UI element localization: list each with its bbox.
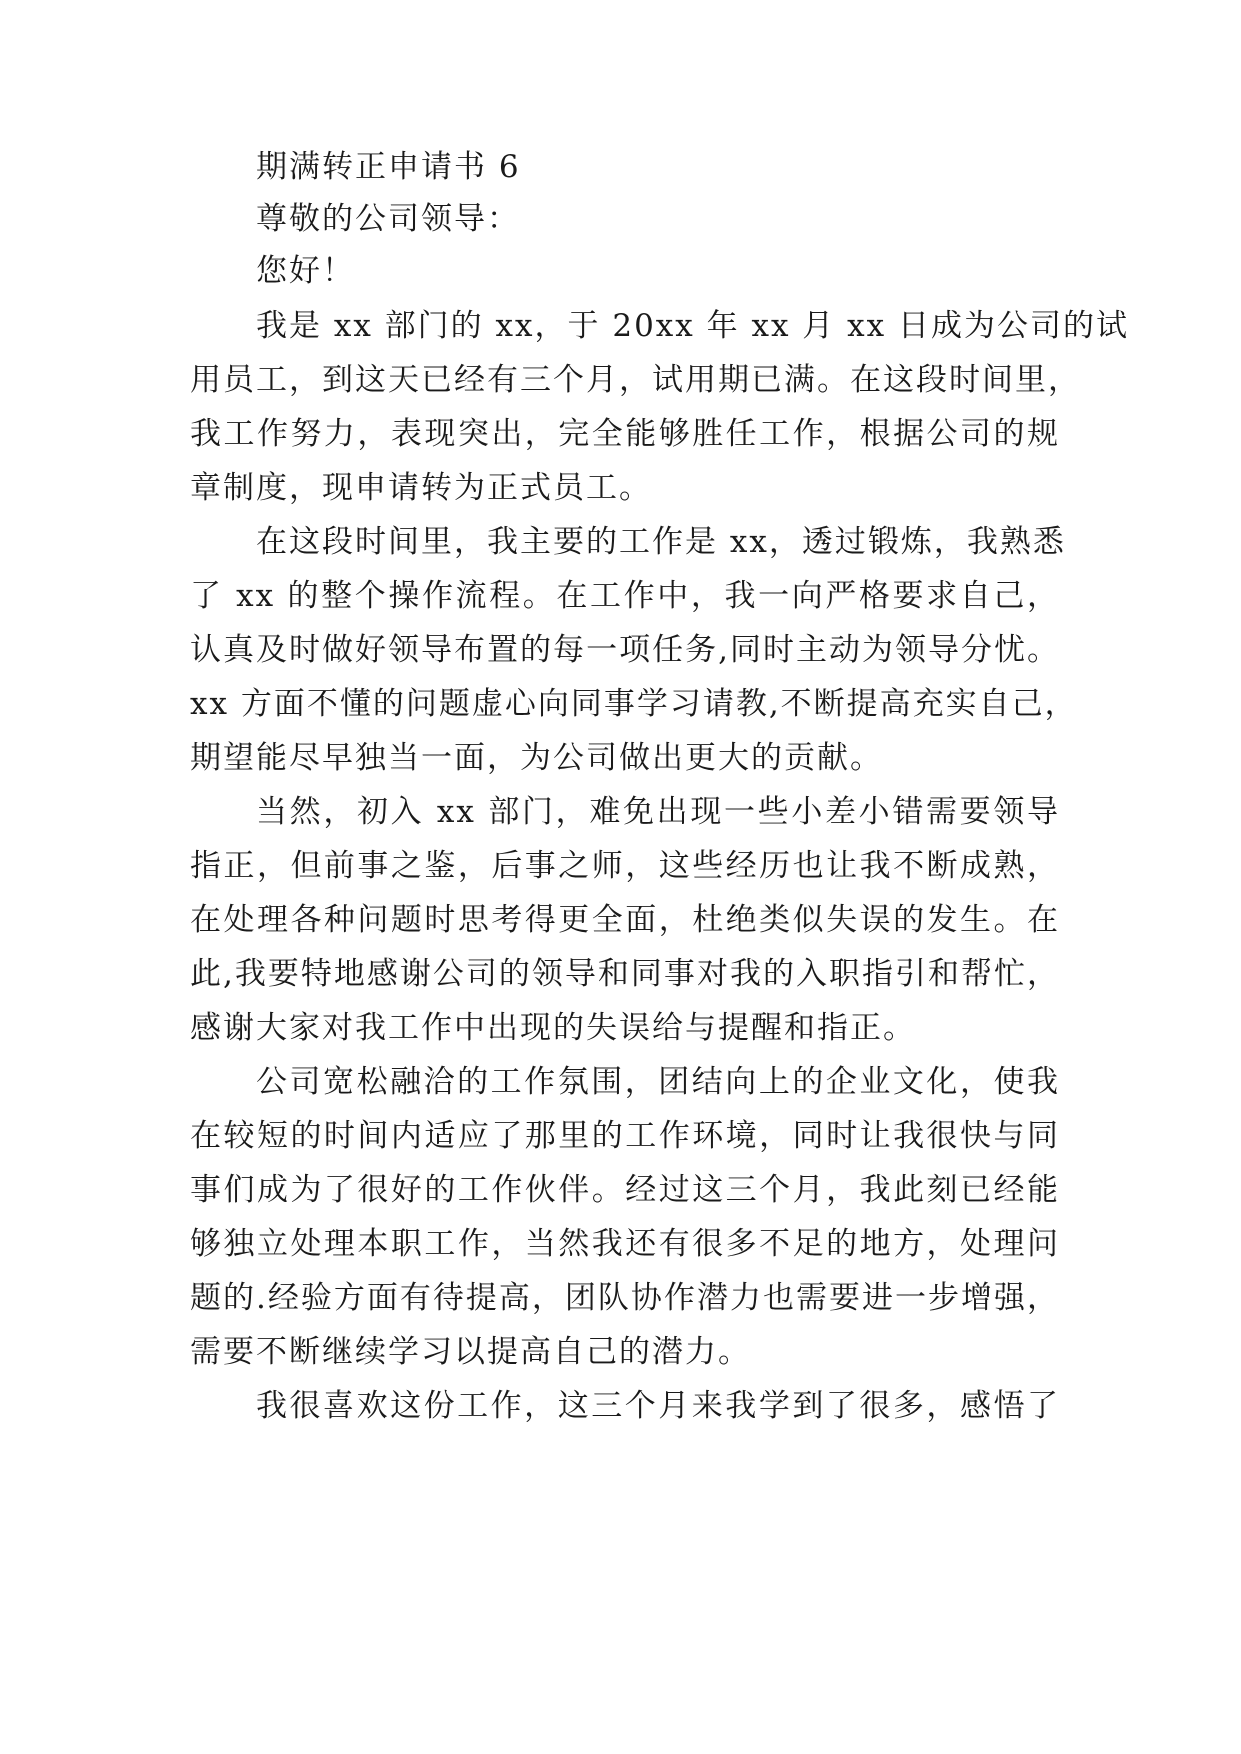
paragraph-1-line-2: 用员工，到这天已经有三个月，试用期已满。在这段时间里， <box>190 362 1081 398</box>
paragraph-3-line-1: 当然，初入 xx 部门，难免出现一些小差小错需要领导 <box>256 794 1060 830</box>
paragraph-1-line-3: 我工作努力，表现突出，完全能够胜任工作，根据公司的规 <box>190 416 1060 452</box>
paragraph-4-line-5: 题的.经验方面有待提高，团队协作潜力也需要进一步增强， <box>190 1280 1060 1316</box>
paragraph-4-line-4: 够独立处理本职工作，当然我还有很多不足的地方，处理问 <box>190 1226 1060 1262</box>
document-title: 期满转正申请书 6 <box>256 149 521 185</box>
paragraph-3-line-2: 指正，但前事之鉴，后事之师，这些经历也让我不断成熟， <box>190 848 1060 884</box>
paragraph-4-line-1: 公司宽松融洽的工作氛围，团结向上的企业文化，使我 <box>256 1064 1060 1100</box>
paragraph-3-line-4: 此,我要特地感谢公司的领导和同事对我的入职指引和帮忙， <box>190 956 1060 992</box>
paragraph-2-line-3: 认真及时做好领导布置的每一项任务,同时主动为领导分忧。 <box>190 632 1060 668</box>
paragraph-4-line-3: 事们成为了很好的工作伙伴。经过这三个月，我此刻已经能 <box>190 1172 1060 1208</box>
paragraph-2-line-2: 了 xx 的整个操作流程。在工作中，我一向严格要求自己， <box>190 578 1060 614</box>
paragraph-1-line-4: 章制度，现申请转为正式员工。 <box>190 470 652 506</box>
paragraph-1-line-1: 我是 xx 部门的 xx，于 20xx 年 xx 月 xx 日成为公司的试 <box>256 308 1129 344</box>
paragraph-3-line-5: 感谢大家对我工作中出现的失误给与提醒和指正。 <box>190 1010 916 1046</box>
paragraph-2-line-1: 在这段时间里，我主要的工作是 xx，透过锻炼，我熟悉 <box>256 524 1066 560</box>
paragraph-4-line-6: 需要不断继续学习以提高自己的潜力。 <box>190 1334 751 1370</box>
paragraph-2-line-4: xx 方面不懂的问题虚心向同事学习请教,不断提高充实自己， <box>190 686 1078 722</box>
paragraph-5-line-1: 我很喜欢这份工作，这三个月来我学到了很多，感悟了 <box>256 1388 1060 1424</box>
greeting: 您好！ <box>256 253 355 289</box>
salutation: 尊敬的公司领导： <box>256 201 520 237</box>
paragraph-2-line-5: 期望能尽早独当一面，为公司做出更大的贡献。 <box>190 740 883 776</box>
paragraph-4-line-2: 在较短的时间内适应了那里的工作环境，同时让我很快与同 <box>190 1118 1060 1154</box>
paragraph-3-line-3: 在处理各种问题时思考得更全面，杜绝类似失误的发生。在 <box>190 902 1060 938</box>
